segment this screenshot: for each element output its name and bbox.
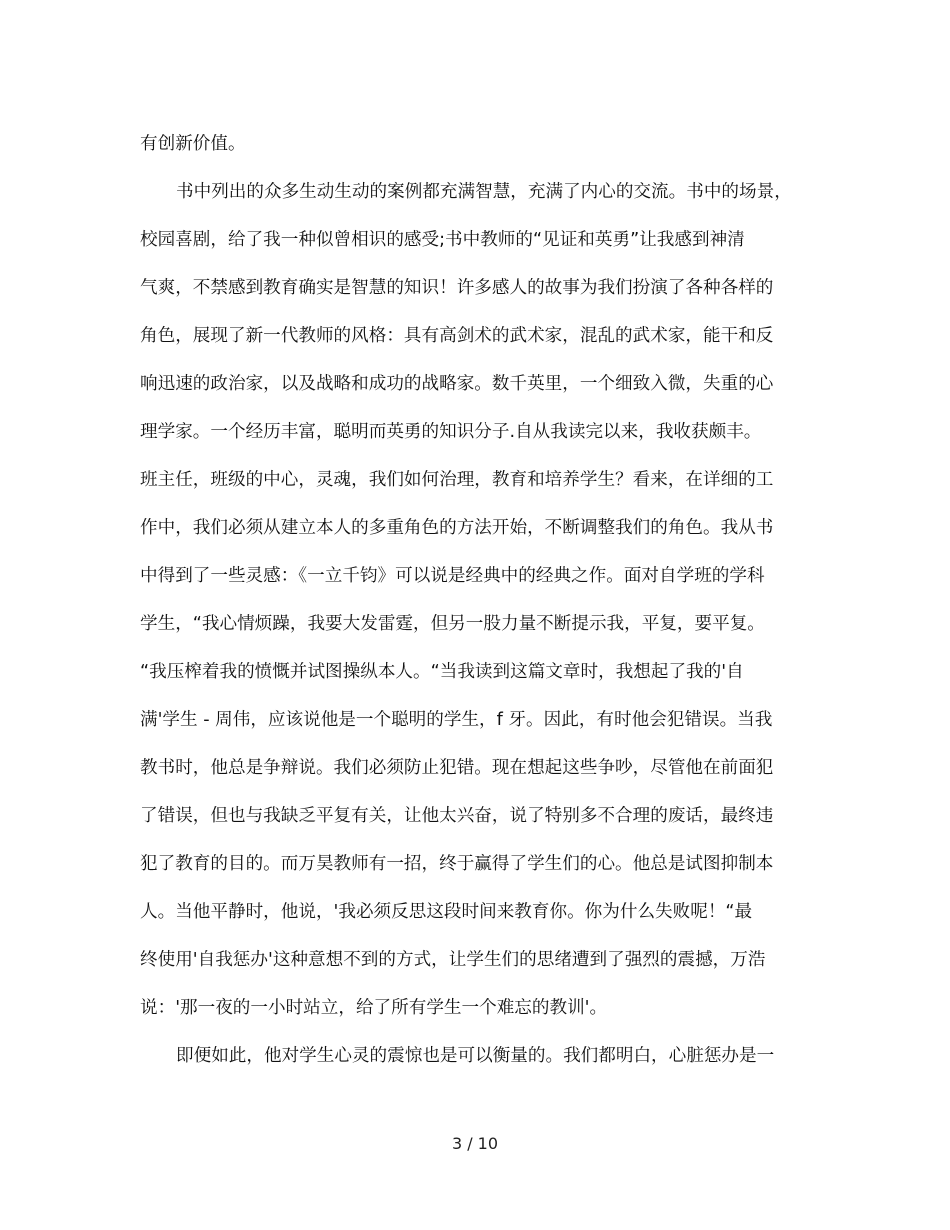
page-number: 3 / 10 [451,1134,499,1153]
text-line: 作中，我们必须从建立本人的多重角色的方法开始，不断调整我们的角色。我从书 [140,518,774,538]
text-line: 犯了教育的目的。而万昊教师有一招，终于赢得了学生们的心。他总是试图抑制本 [140,854,774,874]
text-line: 了错误，但也与我缺乏平复有关，让他太兴奋，说了特别多不合理的废话，最终违 [140,806,774,826]
text-line: 说：'那一夜的一小时站立，给了所有学生一个难忘的教训'。 [140,998,608,1018]
text-line: “我压榨着我的愤慨并试图操纵本人。“当我读到这篇文章时，我想起了我的'自 [140,662,744,682]
text-line: 学生，“我心情烦躁，我要大发雷霆，但另一股力量不断提示我，平复，要平复。 [140,614,765,634]
text-line: 响迅速的政治家，以及战略和成功的战略家。数千英里，一个细致入微，失重的心 [140,374,774,394]
text-line: 满'学生 - 周伟，应该说他是一个聪明的学生，f 牙。因此，有时他会犯错误。当我 [140,710,773,730]
text-line: 角色，展现了新一代教师的风格：具有高剑术的武术家，混乱的武术家，能干和反 [140,326,774,346]
text-line: 气爽，不禁感到教育确实是智慧的知识！许多感人的故事为我们扮演了各种各样的 [140,278,774,298]
text-line: 有创新价值。 [140,134,246,154]
text-line: 人。当他平静时，他说，'我必须反思这段时间来教育你。你为什么失败呢！“最 [140,902,753,922]
text-line: 书中列出的众多生动生动的案例都充满智慧，充满了内心的交流。书中的场景， [176,182,792,202]
text-line: 即便如此，他对学生心灵的震惊也是可以衡量的。我们都明白，心脏惩办是一 [176,1046,775,1066]
text-line: 校园喜剧，给了我一种似曾相识的感受;书中教师的“见证和英勇”让我感到神清 [140,230,745,250]
text-line: 中得到了一些灵感：《一立千钧》可以说是经典中的经典之作。面对自学班的学科 [140,566,765,586]
text-line: 教书时，他总是争辩说。我们必须防止犯错。现在想起这些争吵，尽管他在前面犯 [140,758,774,778]
text-line: 终使用'自我惩办'这种意想不到的方式，让学生们的思绪遭到了强烈的震撼，万浩 [140,950,766,970]
text-line: 理学家。一个经历丰富，聪明而英勇的知识分子.自从我读完以来，我收获颇丰。 [140,422,762,442]
text-line: 班主任，班级的中心，灵魂，我们如何治理，教育和培养学生？看来，在详细的工 [140,470,774,490]
